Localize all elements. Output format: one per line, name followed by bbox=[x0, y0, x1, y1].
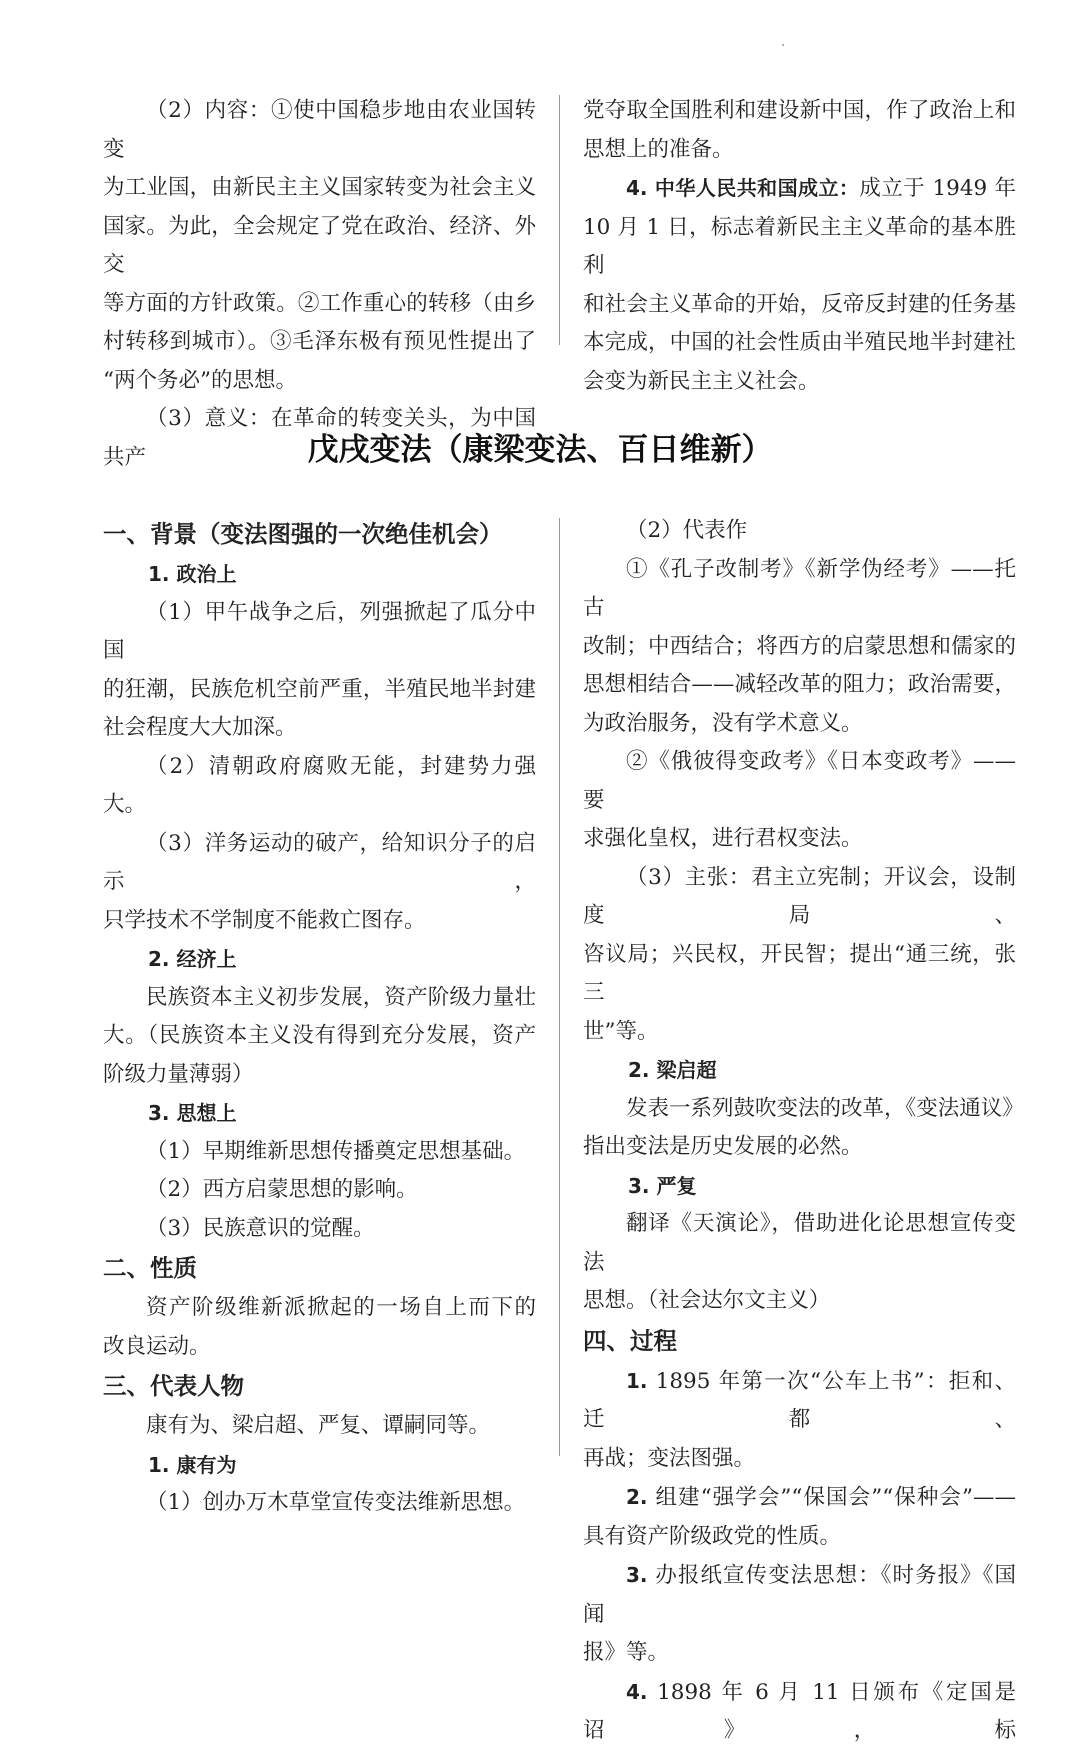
people-line: 康有为、梁启超、严复、谭嗣同等。 bbox=[146, 1413, 491, 1438]
heading-nature: 二、性质 bbox=[103, 1254, 197, 1282]
significance-cont-line: 党夺取全国胜利和建设新中国，作了政治上和 bbox=[583, 98, 1016, 123]
significance-para-line: （3）意义：在革命的转变关头，为中国共产 bbox=[103, 406, 536, 470]
column-divider bbox=[559, 518, 560, 1456]
heading-kang: 1. 康有为 bbox=[148, 1452, 237, 1477]
prc-founding-line: 10 月 1 日，标志着新民主主义革命的基本胜利 bbox=[583, 214, 1016, 278]
yan-line: 思想。（社会达尔文主义） bbox=[583, 1288, 831, 1313]
right-column bbox=[583, 512, 1024, 1751]
kang-1-line: （1）创办万木草堂宣传变法维新思想。 bbox=[146, 1490, 526, 1515]
nature-line: 资产阶级维新派掀起的一场自上而下的 bbox=[146, 1295, 536, 1320]
process-2-number: 2. bbox=[626, 1485, 648, 1509]
process-1-number: 1. bbox=[626, 1368, 648, 1393]
process-4-line bbox=[583, 1673, 1016, 1751]
thought-2-line: （2）西方启蒙思想的影响。 bbox=[146, 1177, 418, 1202]
works-2-line: 求强化皇权，进行君权变法。 bbox=[583, 826, 863, 851]
page-speck bbox=[782, 44, 784, 46]
thought-3-line: （3）民族意识的觉醒。 bbox=[146, 1215, 375, 1241]
politics-1-line: 的狂潮，民族危机空前严重，半殖民地半封建 bbox=[103, 676, 536, 702]
politics-3-line: 只学技术不学制度不能救亡图存。 bbox=[103, 907, 426, 933]
content-para-line: 国家。为此，全会规定了党在政治、经济、外交 bbox=[103, 213, 536, 277]
process-4-number: 4. bbox=[626, 1679, 648, 1704]
prc-founding-line: 和社会主义革命的开始，反帝反封建的任务基 bbox=[583, 291, 1016, 317]
heading-people: 三、代表人物 bbox=[103, 1372, 244, 1400]
heading-economy: 2. 经济上 bbox=[148, 947, 237, 971]
process-2-text: 组建“强学会”“保国会”“保种会”—— bbox=[655, 1485, 1016, 1510]
thought-1-line: （1）早期维新思想传播奠定思想基础。 bbox=[146, 1138, 526, 1164]
process-2-line bbox=[583, 1478, 1016, 1518]
claims-line: （3）主张：君主立宪制；开议会，设制度局、 bbox=[583, 864, 1016, 928]
top-left-column bbox=[103, 92, 536, 477]
works-heading: （2）代表作 bbox=[626, 518, 748, 543]
liang-line: 指出变法是历史发展的必然。 bbox=[583, 1134, 863, 1159]
process-3-line bbox=[583, 1556, 1016, 1634]
economy-line: 民族资本主义初步发展，资产阶级力量壮 bbox=[146, 984, 536, 1010]
prc-founding-text: 成立于 1949 年 bbox=[859, 176, 1016, 201]
nature-line: 改良运动。 bbox=[103, 1333, 211, 1359]
content-para-line: （2）内容：①使中国稳步地由农业国转变 bbox=[103, 98, 536, 162]
heading-thought: 3. 思想上 bbox=[148, 1101, 237, 1125]
works-2-line: ②《俄彼得变政考》《日本变政考》——要 bbox=[583, 749, 1016, 813]
process-3-number: 3. bbox=[626, 1563, 648, 1587]
politics-3-line: （3）洋务运动的破产，给知识分子的启示， bbox=[103, 830, 536, 894]
significance-cont-line: 思想上的准备。 bbox=[583, 136, 734, 162]
prc-founding-label: 4. 中华人民共和国成立： bbox=[626, 176, 860, 200]
works-1-line: 为政治服务，没有学术意义。 bbox=[583, 710, 863, 736]
process-1-text: 1895 年第一次“公车上书”：拒和、迁都、 bbox=[583, 1368, 1016, 1432]
process-3-line: 报》等。 bbox=[583, 1640, 670, 1665]
economy-line: 大。（民族资本主义没有得到充分发展，资产 bbox=[103, 1023, 536, 1048]
works-1-line: ①《孔子改制考》《新学伪经考》——托古 bbox=[583, 556, 1016, 620]
politics-2-line: （2）清朝政府腐败无能，封建势力强大。 bbox=[103, 753, 536, 817]
process-2-line: 具有资产阶级政党的性质。 bbox=[583, 1523, 842, 1549]
section-title: 戊戌变法（康梁变法、百日维新） bbox=[307, 432, 773, 468]
content-para-line: 村转移到城市）。③毛泽东极有预见性提出了 bbox=[103, 329, 536, 354]
process-3-text: 办报纸宣传变法思想：《时务报》《国闻 bbox=[583, 1563, 1016, 1627]
process-1-line bbox=[583, 1362, 1016, 1440]
economy-line: 阶级力量薄弱） bbox=[103, 1061, 254, 1087]
top-column-divider bbox=[559, 95, 560, 345]
yan-line: 翻译《天演论》，借助进化论思想宣传变法 bbox=[583, 1211, 1016, 1275]
top-right-column bbox=[583, 92, 1016, 401]
politics-1-line: （1）甲午战争之后，列强掀起了瓜分中国 bbox=[103, 599, 536, 663]
process-1-line: 再战；变法图强。 bbox=[583, 1445, 756, 1471]
content-para-line: 等方面的方针政策。②工作重心的转移（由乡 bbox=[103, 290, 536, 316]
works-1-line: 思想相结合——减轻改革的阻力；政治需要， bbox=[583, 672, 1016, 697]
heading-process: 四、过程 bbox=[583, 1326, 677, 1355]
prc-founding-line: 本完成，中国的社会性质由半殖民地半封建社 bbox=[583, 330, 1016, 355]
heading-liang: 2. 梁启超 bbox=[628, 1058, 717, 1082]
process-4-text: 1898 年 6 月 11 日颁布《定国是诏》，标 bbox=[583, 1679, 1016, 1743]
content-para-line: 为工业国，由新民主主义国家转变为社会主义 bbox=[103, 175, 536, 200]
heading-yan: 3. 严复 bbox=[628, 1173, 697, 1198]
content-para-line: “两个务必”的思想。 bbox=[103, 367, 297, 393]
heading-politics: 1. 政治上 bbox=[148, 562, 237, 586]
left-column bbox=[103, 514, 536, 1523]
prc-founding-line bbox=[583, 169, 1016, 209]
claims-line: 世”等。 bbox=[583, 1018, 659, 1044]
prc-founding-line: 会变为新民主主义社会。 bbox=[583, 368, 820, 394]
heading-background: 一、背景（变法图强的一次绝佳机会） bbox=[103, 520, 503, 548]
politics-1-line: 社会程度大大加深。 bbox=[103, 715, 297, 740]
works-1-line: 改制；中西结合；将西方的启蒙思想和儒家的 bbox=[583, 633, 1016, 659]
liang-line: 发表一系列鼓吹变法的改革，《变法通议》 bbox=[626, 1095, 1024, 1121]
claims-line: 咨议局；兴民权，开民智；提出“通三统，张三 bbox=[583, 941, 1016, 1005]
